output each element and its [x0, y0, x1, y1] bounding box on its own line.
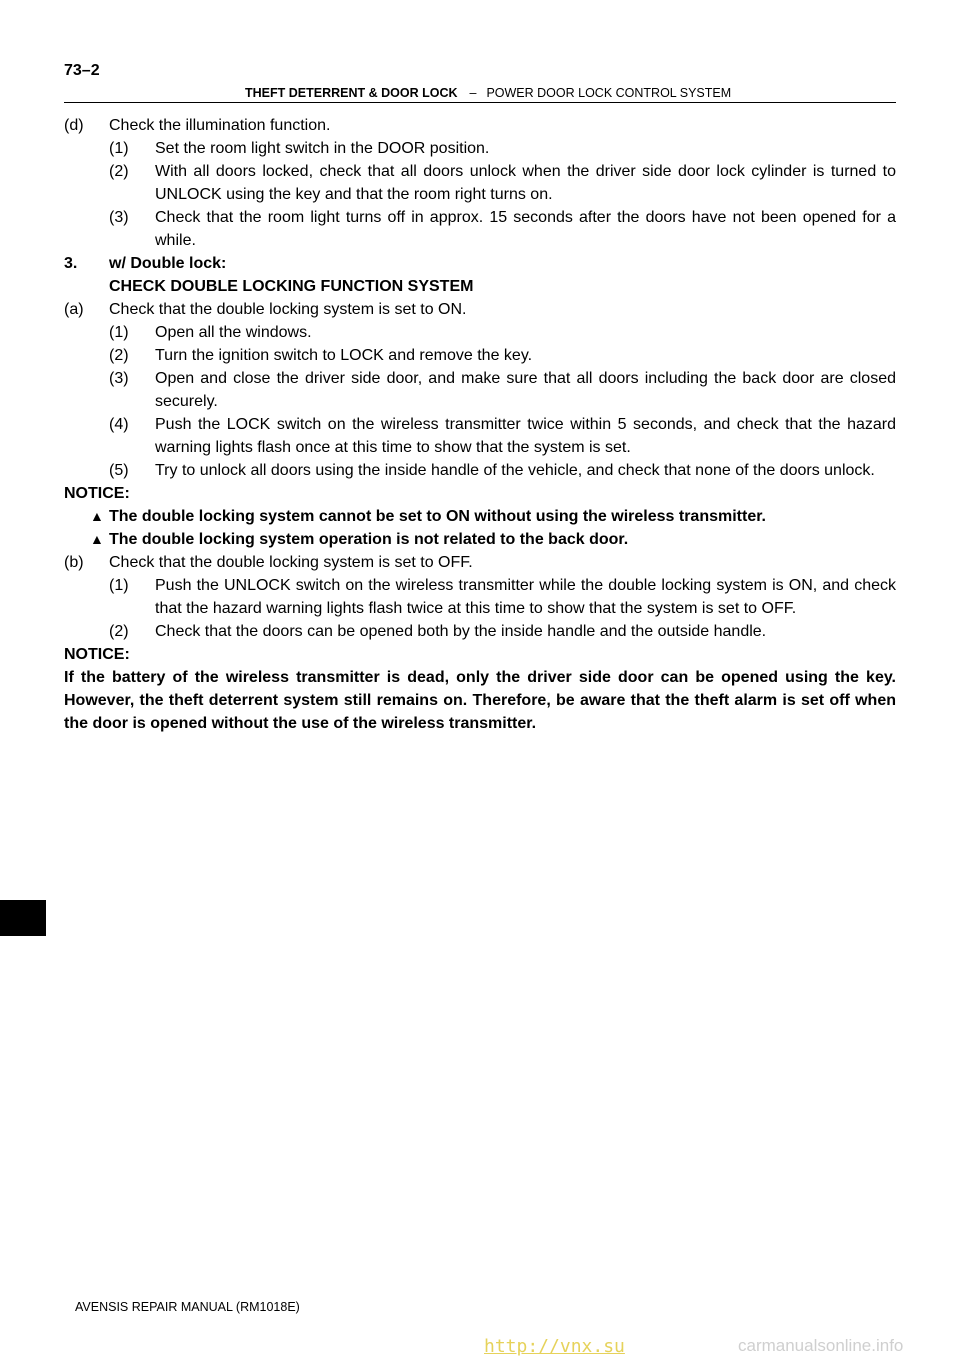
footer-manual-title: AVENSIS REPAIR MANUAL (RM1018E) — [75, 1300, 300, 1314]
notice-heading: NOTICE: — [64, 646, 130, 663]
step-label: (d) — [64, 117, 84, 134]
list-item — [64, 137, 896, 160]
list-item — [64, 344, 896, 367]
item-label: (1) — [109, 324, 129, 341]
item-label: (3) — [109, 209, 129, 226]
item-text: Check that the room light turns off in approx. 15 seconds after the doors have not been opened for a while. — [155, 209, 896, 249]
list-item — [64, 206, 896, 252]
item-text: Open all the windows. — [155, 324, 312, 341]
step-3 — [64, 252, 896, 298]
item-text: Check that the doors can be opened both by the inside handle and the outside handle. — [155, 623, 767, 640]
notice-heading: NOTICE: — [64, 485, 130, 502]
step-text: Check that the double locking system is set to OFF. — [109, 554, 473, 571]
step-text: Check the illumination function. — [109, 117, 331, 134]
item-text: With all doors locked, check that all doors unlock when the driver side door lock cylinder is turned to UNLOCK using the key and that the room right turns on. — [155, 163, 896, 203]
item-text: Turn the ignition switch to LOCK and remove the key. — [155, 347, 533, 364]
warning-triangle-icon: ▲ — [90, 531, 104, 547]
watermark-link[interactable]: http://vnx.su — [484, 1336, 625, 1357]
list-item — [64, 321, 896, 344]
step-d — [64, 114, 896, 137]
item-label: (2) — [109, 347, 129, 364]
item-label: (2) — [109, 163, 129, 180]
section-title: THEFT DETERRENT & DOOR LOCK — [245, 86, 458, 100]
warning-triangle-icon: ▲ — [90, 508, 104, 524]
step-b — [64, 551, 896, 574]
list-item — [64, 574, 896, 620]
section-tab — [0, 900, 46, 936]
step-a — [64, 298, 896, 321]
step-number: 3. — [64, 255, 78, 272]
watermark-text: carmanualsonline.info — [738, 1336, 904, 1355]
list-item — [64, 367, 896, 413]
document-body — [64, 114, 896, 735]
item-label: (3) — [109, 370, 129, 387]
list-item — [64, 413, 896, 459]
running-header — [245, 86, 731, 100]
item-text: Push the UNLOCK switch on the wireless transmitter while the double locking system is ON, and check that the hazard warning lights flash twice at this time to show that the system is set to OFF. — [155, 577, 896, 617]
subsection-title: POWER DOOR LOCK CONTROL SYSTEM — [486, 86, 732, 100]
notice-paragraph: If the battery of the wireless transmitter is dead, only the driver side door can be opened using the key. However, the theft deterrent system still remains on. Therefore, be aware that the theft alarm is set off when the door is opened without the use of the wireless transmitter. — [64, 669, 896, 732]
header-dash: – — [469, 86, 477, 100]
list-item — [64, 160, 896, 206]
notice-item — [64, 505, 896, 528]
page-number: 73–2 — [64, 62, 100, 79]
item-text: Set the room light switch in the DOOR position. — [155, 140, 490, 157]
item-text: Open and close the driver side door, and make sure that all doors including the back door are closed securely. — [155, 370, 896, 410]
notice-text: The double locking system cannot be set to ON without using the wireless transmitter. — [109, 508, 766, 525]
item-label: (1) — [109, 140, 129, 157]
step-3-subtitle: w/ Double lock: — [109, 255, 227, 272]
item-label: (2) — [109, 623, 129, 640]
step-label: (b) — [64, 554, 84, 571]
list-item — [64, 459, 896, 482]
item-label: (5) — [109, 462, 129, 479]
item-text: Try to unlock all doors using the inside handle of the vehicle, and check that none of the doors unlock. — [155, 462, 875, 479]
step-3-title: CHECK DOUBLE LOCKING FUNCTION SYSTEM — [109, 278, 474, 295]
notice-text: The double locking system operation is not related to the back door. — [109, 531, 629, 548]
item-label: (4) — [109, 416, 129, 433]
item-text: Push the LOCK switch on the wireless transmitter twice within 5 seconds, and check that the hazard warning lights flash once at this time to show that the system is set. — [155, 416, 896, 456]
item-label: (1) — [109, 577, 129, 594]
step-label: (a) — [64, 301, 84, 318]
notice-item — [64, 528, 896, 551]
list-item — [64, 620, 896, 643]
step-text: Check that the double locking system is set to ON. — [109, 301, 467, 318]
